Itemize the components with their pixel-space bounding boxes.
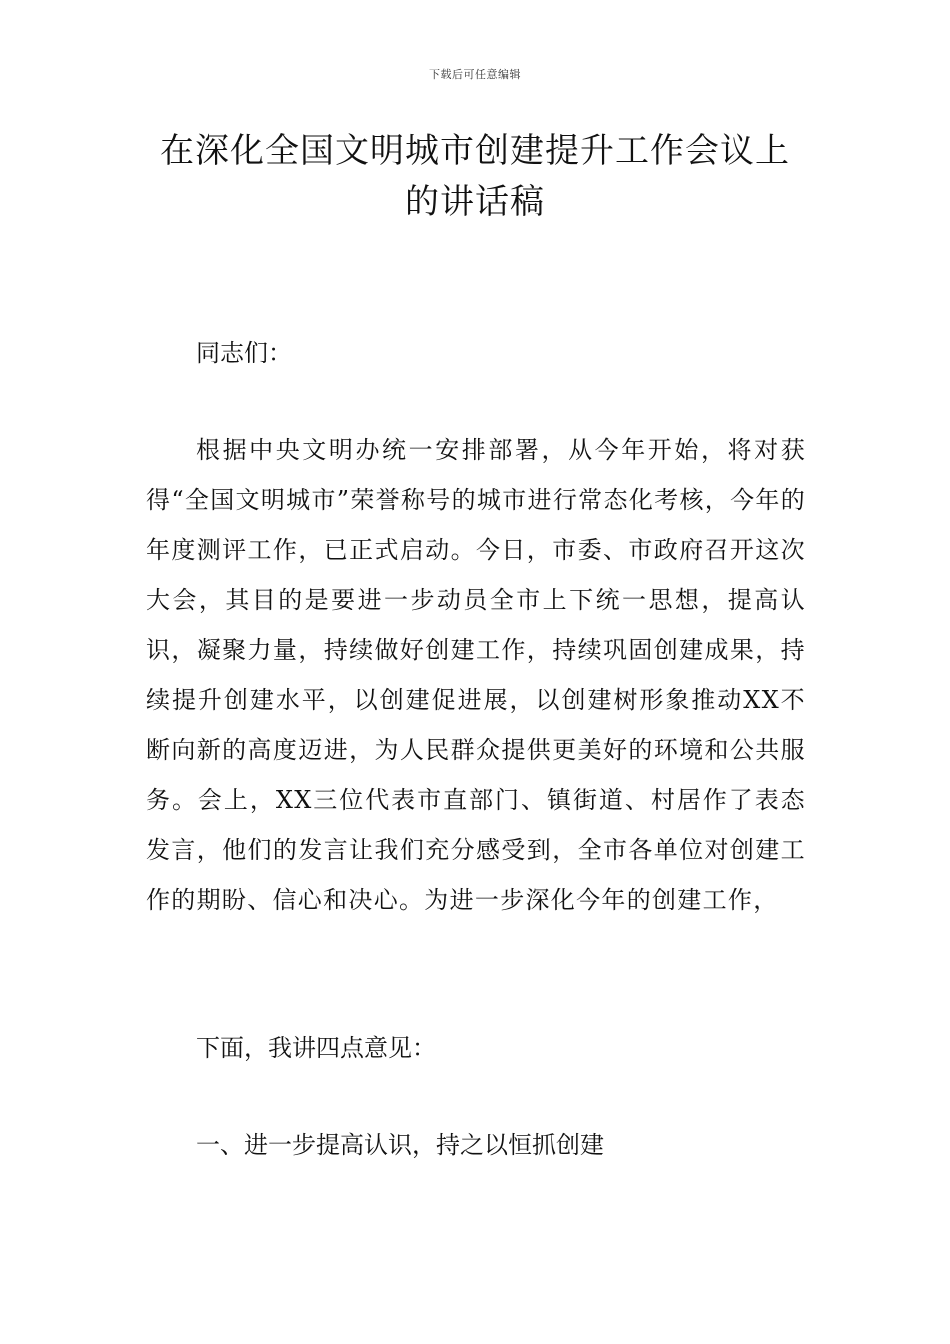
section-heading-1: 一、进一步提高认识，持之以恒抓创建 bbox=[196, 1131, 604, 1159]
paragraph-intro: 根据中央文明办统一安排部署，从今年开始，将对获得“全国文明城市”荣誉称号的城市进行常态化考核，今年的年度测评工作，已正式启动。今日，市委、市政府召开这次大会，其目的是要进一步动员全市上下统一思想，提高认识，凝聚力量，持续做好创建工作，持续巩固创建成果，持续提升创建水平，以创建促进展，以创建树形象推动XX不断向新的高度迈进，为人民群众提供更美好的环境和公共服务。会上，XX三位代表市直部门、镇街道、村居作了表态发言，他们的发言让我们充分感受到，全市各单位对创建工作的期盼、信心和决心。为进一步深化今年的创建工作， bbox=[146, 436, 806, 914]
document-title: 在深化全国文明城市创建提升工作会议上的讲话稿 bbox=[160, 131, 790, 222]
greeting: 同志们： bbox=[196, 339, 292, 367]
header-note: 下载后可任意编辑 bbox=[429, 68, 521, 81]
paragraph-transition: 下面，我讲四点意见： bbox=[196, 1034, 436, 1062]
